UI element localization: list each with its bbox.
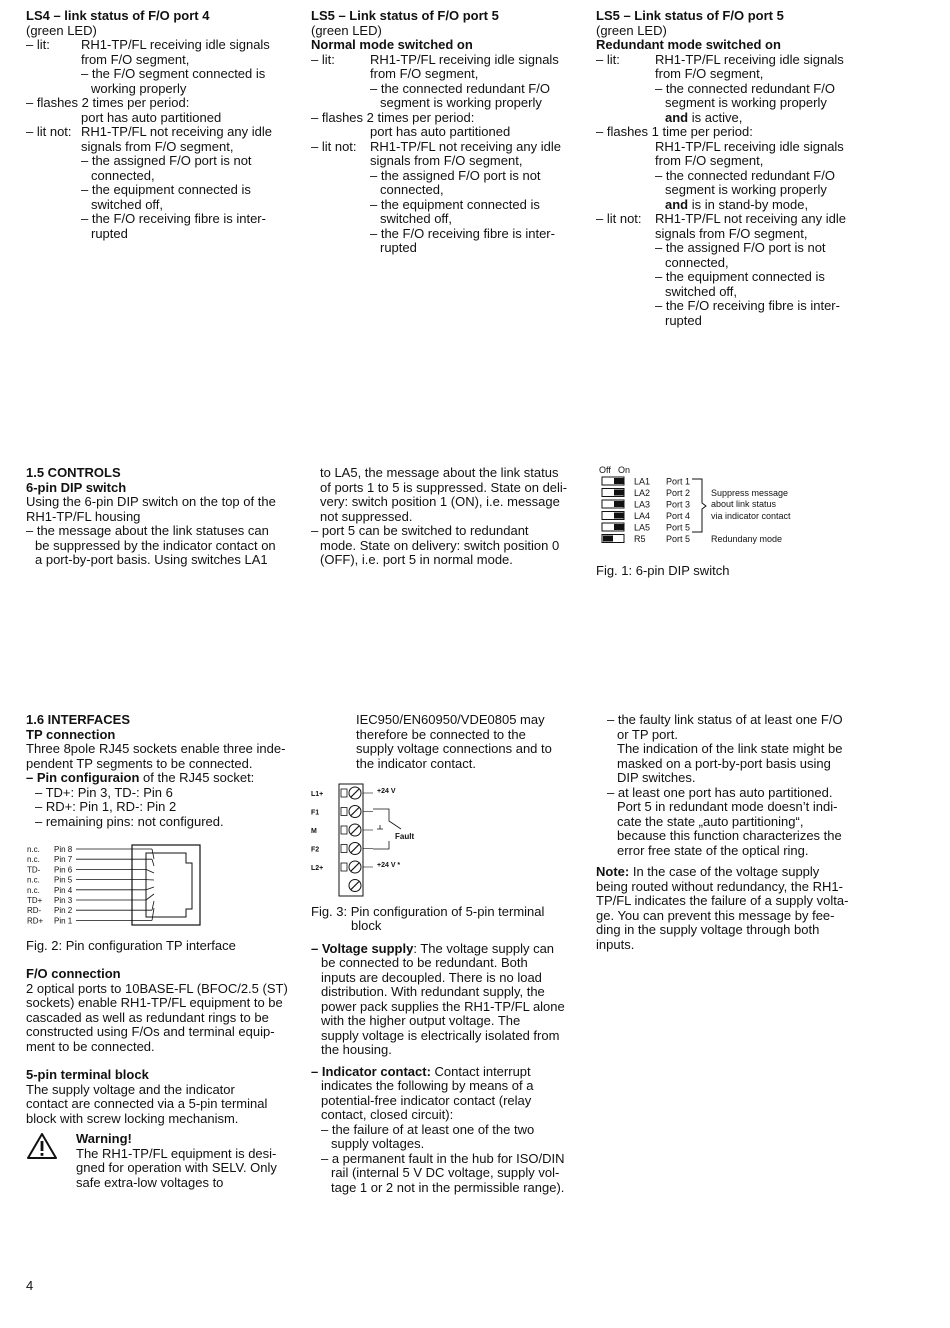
controls-col2: to LA5, the message about the link status of ports 1 to 5 is suppressed. State on deli- very: switch position 1 (ON), i.e. message not suppressed. – port 5 can be switched to redundant mode. State on delivery: switch position 0 (OFF), i.e. port 5 in normal mode. xyxy=(311,465,568,567)
ls4-title: LS4 – link status of F/O port 4 xyxy=(26,8,210,23)
rj45-socket-outline xyxy=(132,845,200,925)
ls4-lit: – lit: RH1-TP/FL receiving idle signals xyxy=(26,37,270,52)
fig1-caption: Fig. 1: 6-pin DIP switch xyxy=(596,562,730,578)
dip-port-label: Port 4 xyxy=(666,511,691,521)
dip-bracket xyxy=(692,479,706,532)
dip-port-label: Port 2 xyxy=(666,488,691,498)
ls4-sub: (green LED) xyxy=(26,22,97,38)
rj45-signal-label: RD+ xyxy=(27,916,44,926)
rj45-signal-label: n.c. xyxy=(27,885,40,895)
ls5n-title: LS5 – Link status of F/O port 5 xyxy=(311,8,499,23)
terminal-block-heading: 5-pin terminal block xyxy=(26,1067,149,1082)
dip-knob-6 xyxy=(603,536,613,542)
rj45-contact xyxy=(152,859,154,866)
controls-col1: 1.5 CONTROLS 6-pin DIP switch Using the 6-pin DIP switch on the top of the RH1-TP/FL housing – the message about the link statuses can be suppressed by the indicator contact on a port-by-port basis. Using switches LA1 xyxy=(26,466,311,568)
rj45-signal-label: TD- xyxy=(27,865,41,875)
dip-knob-5 xyxy=(614,524,624,530)
dip-switch-label: LA1 xyxy=(634,476,651,487)
note-block: Note: In the case of the voltage supply xyxy=(596,864,820,879)
terminal-relay xyxy=(373,809,401,849)
page-number: 4 xyxy=(26,1278,34,1293)
dip-redundancy-label: Redundany mode xyxy=(711,534,783,544)
dip-rows xyxy=(602,477,690,545)
ls5-normal-block: LS5 – Link status of F/O port 5 (green LED) Normal mode switched on – lit: RH1-TP/FL receiving idle signals from F/O segment, – the connected redundant F/O segment is working properly – flashes 2 times per period: port has auto partitioned – lit not: RH1-TP/FL not receiving any idle signals from F/O segment, – the assigned F/O port is not connected, – the equipment connected is switched off, – the F/O receiving fibre is inter- rupted xyxy=(311,9,591,256)
rj45-contact xyxy=(152,849,154,859)
rj45-pin-label: Pin 1 xyxy=(54,916,73,926)
terminal-pin-label: F1 xyxy=(311,809,320,817)
dip-off-label: Off xyxy=(599,465,611,475)
dip-port-label: Port 3 xyxy=(666,499,691,510)
ls5-redundant-block: LS5 – Link status of F/O port 5 (green LED) Redundant mode switched on – lit: RH1-TP/FL receiving idle signals from F/O segment, – the connected redundant F/O segment is working properly and is active, – flashes 1 time per period: RH1-TP/FL receiving idle signals from F/O segment, – the connected redundant F/O segment is working properly and is in stand-by mode, – lit not: RH1-TP/FL not receiving any idle signals from F/O segment, – the assigned F/O port is not connected, – the equipment connected is switched off, – the F/O receiving fibre is inter- rupted xyxy=(596,9,896,328)
dip-figure xyxy=(596,462,896,578)
dip-port-label: Port 5 xyxy=(666,534,691,544)
warning-title: Warning! xyxy=(76,1131,132,1146)
dip-switch-label: LA4 xyxy=(634,511,651,521)
rj45-contact xyxy=(146,894,154,900)
terminal-block-diagram xyxy=(311,781,461,899)
ls4-notlit: – lit not: RH1-TP/FL not receiving any idle xyxy=(26,124,272,139)
terminal-fault: Fault xyxy=(395,832,415,841)
controls-heading: 1.5 CONTROLS xyxy=(26,465,121,480)
rj45-pin-label: Pin 5 xyxy=(54,875,73,885)
terminal-body xyxy=(339,784,363,896)
interfaces-col2: IEC950/EN60950/VDE0805 may therefore be connected to the supply voltage connections and to the indicator contact. L1+ F1 M F2 L2+ +24 V +24 V * Fault Fig. 3: Pin configuration of 5-pin terminal block – Voltage supply: The voltage supply can be connected to be redundant. Both inputs are decoupled. There is no load distribution. With redundant supply, the power pack supplies the RH1-TP/FL alone with the higher output voltage. The supply voltage is electrically isolated from the housing. – Indicator contact: Contact interrupt indicates the following by means of a potential-free indicator contact (relay contact, closed circuit): – the failure of at least one of the two supply voltages. – a permanent fault in the hub for ISO/DIN rail (internal 5 V DC voltage, supply vol- tage 1 or 2 not in the permissible range). xyxy=(311,713,591,1195)
rj45-signal-label: TD+ xyxy=(27,896,43,905)
terminal-slot xyxy=(341,789,347,797)
rj45-pin-label: Pin 7 xyxy=(54,855,73,865)
terminal-pin-label: L2+ xyxy=(311,865,324,872)
tp-heading: TP connection xyxy=(26,726,116,742)
indicator-contact: – Indicator contact: Contact interrupt xyxy=(311,1063,531,1079)
dip-switch-label: R5 xyxy=(634,534,646,544)
dip-suppress-3: via indicator contact xyxy=(711,511,791,521)
terminal-pin-label: F2 xyxy=(311,846,320,854)
rj45-pin-diagram xyxy=(26,839,226,931)
terminal-pin-label: M xyxy=(311,828,317,835)
rj45-pin-label: Pin 2 xyxy=(54,906,73,916)
pin-config: – Pin configuraion of the RJ45 socket: xyxy=(26,770,255,785)
ls4-block: LS4 – link status of F/O port 4 (green LED) – lit: RH1-TP/FL receiving idle signals from F/O segment, – the F/O segment connected is working properly – flashes 2 times per period: port has auto partitioned – lit not: RH1-TP/FL not receiving any idle signals from F/O segment, – the assigned F/O port is not connected, – the equipment connected is switched off, – the F/O receiving fibre is inter- rupted xyxy=(26,9,306,241)
dip-knob-3 xyxy=(614,501,624,507)
fo-heading: F/O connection xyxy=(26,966,121,981)
dip-suppress-1: Suppress message xyxy=(711,488,789,498)
rj45-pin-label: Pin 3 xyxy=(54,896,73,905)
ls5n-mode: Normal mode switched on xyxy=(311,37,473,52)
terminal-slot xyxy=(341,826,347,834)
terminal-v1: +24 V xyxy=(377,788,396,795)
dip-knob-4 xyxy=(614,513,624,519)
rj45-contact xyxy=(146,887,154,890)
dip-on-label: On xyxy=(618,465,631,475)
ls4-flash: – flashes 2 times per period: xyxy=(26,95,190,110)
ls5r-mode: Redundant mode switched on xyxy=(596,37,781,52)
dip-port-label: Port 1 xyxy=(666,476,691,487)
dip-switch-label: LA2 xyxy=(634,488,651,498)
voltage-supply: – Voltage supply: The voltage supply can xyxy=(311,940,555,956)
rj45-signal-label: n.c. xyxy=(27,845,40,854)
rj45-signal-label: n.c. xyxy=(27,875,40,885)
interfaces-col3: – the faulty link status of at least one F/O or TP port. The indication of the link state might be masked on a port-by-port basis using DIP switches. – at least one port has auto partitioned. Port 5 in redundant mode doesn’t indi- cate the state „auto partitioning“, because this function characterizes the error free state of the optical ring. Note: In the case of the voltage supply being routed without redundancy, the RH1- TP/FL indicates the failure of a supply volta- ge. You can prevent this message by fee- ding in the supply voltage through both inputs. xyxy=(607,713,887,952)
dip-subheading: 6-pin DIP switch xyxy=(26,479,127,495)
dip-port-label: Port 5 xyxy=(666,522,691,533)
dip-knob-2 xyxy=(614,490,624,496)
ls5r-title: LS5 – Link status of F/O port 5 xyxy=(596,8,784,23)
rj45-pin-label: Pin 6 xyxy=(54,865,73,875)
interfaces-col1: 1.6 INTERFACES TP connection Three 8pole RJ45 sockets enable three inde- pendent TP segments to be connected. – Pin configuraion of the RJ45 socket: – TD+: Pin 3, TD-: Pin 6 – RD+: Pin 1, RD-: Pin 2 – remaining pins: not configured. n.c. Pin 8 n.c. Pin 7 TD- Pin 6 n.c. Pin 5 n.c. Pin 4 TD+ Pin 3 RD- Pin 2 RD+ Pin 1 Fig. 2: Pin configuration TP interface F/O connection 2 optical ports to 10BASE-FL (BFOC/2.5 (ST) sockets) enable RH1-TP/FL equipment to be cascaded as well as redundant rings to be constructed using F/Os and terminal equip- ment to be connected. 5-pin terminal block The supply voltage and the indicator contact are connected via a 5-pin terminal block with screw locking mechanism. Warning! The RH1-TP/FL equipment is desi- gned for operation with SELV. Only safe extra-low voltages to xyxy=(26,713,311,1190)
dip-knob-1 xyxy=(614,478,624,484)
terminal-pin-label: L1+ xyxy=(311,791,324,798)
warning-icon xyxy=(26,1132,58,1160)
terminal-v2: +24 V * xyxy=(377,862,401,869)
rj45-signal-label: RD- xyxy=(27,906,42,916)
dip-switch-label: LA5 xyxy=(634,522,651,533)
dip-switch-label: LA3 xyxy=(634,499,651,510)
rj45-pin-label: Pin 8 xyxy=(54,845,73,854)
terminal-slot xyxy=(341,808,347,816)
rj45-rows xyxy=(27,845,154,925)
rj45-signal-label: n.c. xyxy=(27,855,40,865)
rj45-contact xyxy=(146,869,154,873)
terminal-slot xyxy=(341,863,347,871)
rj45-pin-label: Pin 4 xyxy=(54,885,73,895)
dip-suppress-2: about link status xyxy=(711,499,777,509)
terminal-slot xyxy=(341,845,347,853)
terminal-rows xyxy=(311,787,373,892)
fig3-caption: Fig. 3: Pin configuration of 5-pin terminal xyxy=(311,903,545,919)
warning-block: Warning! The RH1-TP/FL equipment is desi- gned for operation with SELV. Only safe extra-low voltages to xyxy=(26,1132,311,1190)
dip-switch-diagram xyxy=(596,462,856,554)
fig2-caption: Fig. 2: Pin configuration TP interface xyxy=(26,937,236,953)
interfaces-heading: 1.6 INTERFACES xyxy=(26,712,131,727)
